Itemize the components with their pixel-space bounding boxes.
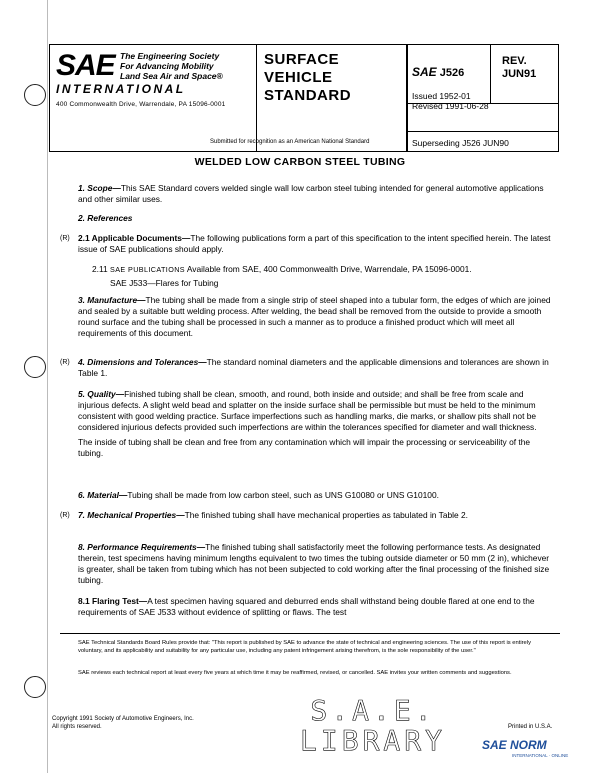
section-2-1: 2.1 Applicable Documents—The following publications form a part of this specification to the intent specified herein. The latest issue of SAE publications should apply. bbox=[78, 233, 551, 254]
header-box bbox=[49, 44, 559, 152]
footer-rule bbox=[60, 633, 560, 634]
section-2-11: 2.11 SAE PUBLICATIONS Available from SAE, 400 Commonwealth Drive, Warrendale, PA 15096-0001. SAE J533—Flares for Tubing bbox=[92, 264, 472, 288]
publisher-address: 400 Commonwealth Drive, Warrendale, PA 15096-0001 bbox=[56, 101, 226, 108]
board-rules-note: SAE Technical Standards Board Rules provide that: "This report is published by SAE to advance the state of technical and engineering sciences. The use of this report is entirely voluntary, and its applicability and suitability for any particular use, including any patent infringement arising therefrom, is the sole responsibility of the user." bbox=[78, 640, 531, 654]
section-6-material: 6. Material—Tubing shall be made from low carbon steel, such as UNS G10080 or UNS G10100. bbox=[78, 490, 439, 500]
section-2-references: 2. References bbox=[78, 213, 133, 223]
section-4-dimensions: 4. Dimensions and Tolerances—The standard nominal diameters and the applicable dimensions and tolerances are shown in Table 1. bbox=[78, 357, 549, 378]
punch-hole-middle bbox=[24, 356, 46, 378]
section-5-quality: 5. Quality—Finished tubing shall be clean, smooth, and round, both inside and outside; and shall be free from scale and injurious defects. A slight weld bead and splatter on the inside surface shall be permissible but must be held to the minimum consistent with good welding practice. Surface imperfections such as handling marks, die marks, or shallow pits shall not be considered injurious defects provided such imperfections are within the tolerances specified for diameter and wall thickness. The inside of tubing shall be clean and free from any contamination which will impair the processing or serviceability of the tubing. bbox=[78, 389, 537, 458]
section-7-mechanical: 7. Mechanical Properties—The finished tubing shall have mechanical properties as tabulated in Table 2. bbox=[78, 510, 468, 520]
review-note: SAE reviews each technical report at least every five years at which time it may be reaffirmed, revised, or cancelled. SAE invites your written comments and suggestions. bbox=[78, 670, 512, 676]
binding-line bbox=[47, 0, 48, 773]
sae-logo: SAE bbox=[56, 49, 115, 82]
revision-mark-4: (R) bbox=[60, 359, 70, 366]
sae-norm-watermark: SAE NORM bbox=[482, 738, 547, 752]
revision-mark-7: (R) bbox=[60, 512, 70, 519]
document-type: SURFACE VEHICLE STANDARD bbox=[264, 51, 352, 104]
publisher-cell bbox=[50, 45, 257, 151]
printed-in: Printed in U.S.A. bbox=[508, 724, 553, 730]
punch-hole-top bbox=[24, 84, 46, 106]
copyright: Copyright 1991 Society of Automotive Engineers, Inc. All rights reserved. bbox=[52, 716, 194, 730]
international-wordmark: INTERNATIONAL bbox=[56, 82, 186, 96]
issue-dates: Issued 1952-01 Revised 1991-06-28 bbox=[412, 91, 489, 111]
library-stamp: S.A.E. LIBRARY bbox=[300, 694, 447, 757]
punch-hole-bottom bbox=[24, 676, 46, 698]
ansi-recognition-note: Submitted for recognition as an American National Standard bbox=[210, 139, 370, 145]
sae-norm-watermark-sub: INTERNATIONAL · ONLINE bbox=[512, 753, 569, 758]
section-3-manufacture: 3. Manufacture—The tubing shall be made from a single strip of steel shaped into a tubular form, the edges of which are joined and sealed by a suitable butt welding process. After welding, the bead shall be removed from the outside to provide a smooth round surface and the tubing shall be processed in such a manner as to produce a finished product which will meet all requirements of this document. bbox=[78, 295, 551, 338]
section-8-1-flaring: 8.1 Flaring Test—A test specimen having squared and deburred ends shall withstand being double flared at one end to the requirements of SAE J533 without evidence of splitting or flaws. The test bbox=[78, 596, 535, 617]
superseding: Superseding J526 JUN90 bbox=[412, 138, 509, 148]
revision: REV. JUN91 bbox=[502, 55, 537, 80]
section-1-scope: 1. Scope—This SAE Standard covers welded single wall low carbon steel tubing intended for general automotive applications and other similar uses. bbox=[78, 183, 544, 204]
standard-number: SAE J526 bbox=[412, 65, 465, 79]
tagline: The Engineering Society For Advancing Mobility Land Sea Air and Space® bbox=[120, 51, 223, 81]
document-title: WELDED LOW CARBON STEEL TUBING bbox=[194, 156, 406, 168]
section-8-performance: 8. Performance Requirements—The finished tubing shall satisfactorily meet the following performance tests. As designated therein, test specimens having minimum lengths equivalent to two times the tubing outside diameter or 50 mm (2 in), whichever is greater, shall be taken from tubing which has not been subjected to cold working after the final processing of the finished size tubing. bbox=[78, 542, 550, 585]
revision-mark-2-1: (R) bbox=[60, 235, 70, 242]
